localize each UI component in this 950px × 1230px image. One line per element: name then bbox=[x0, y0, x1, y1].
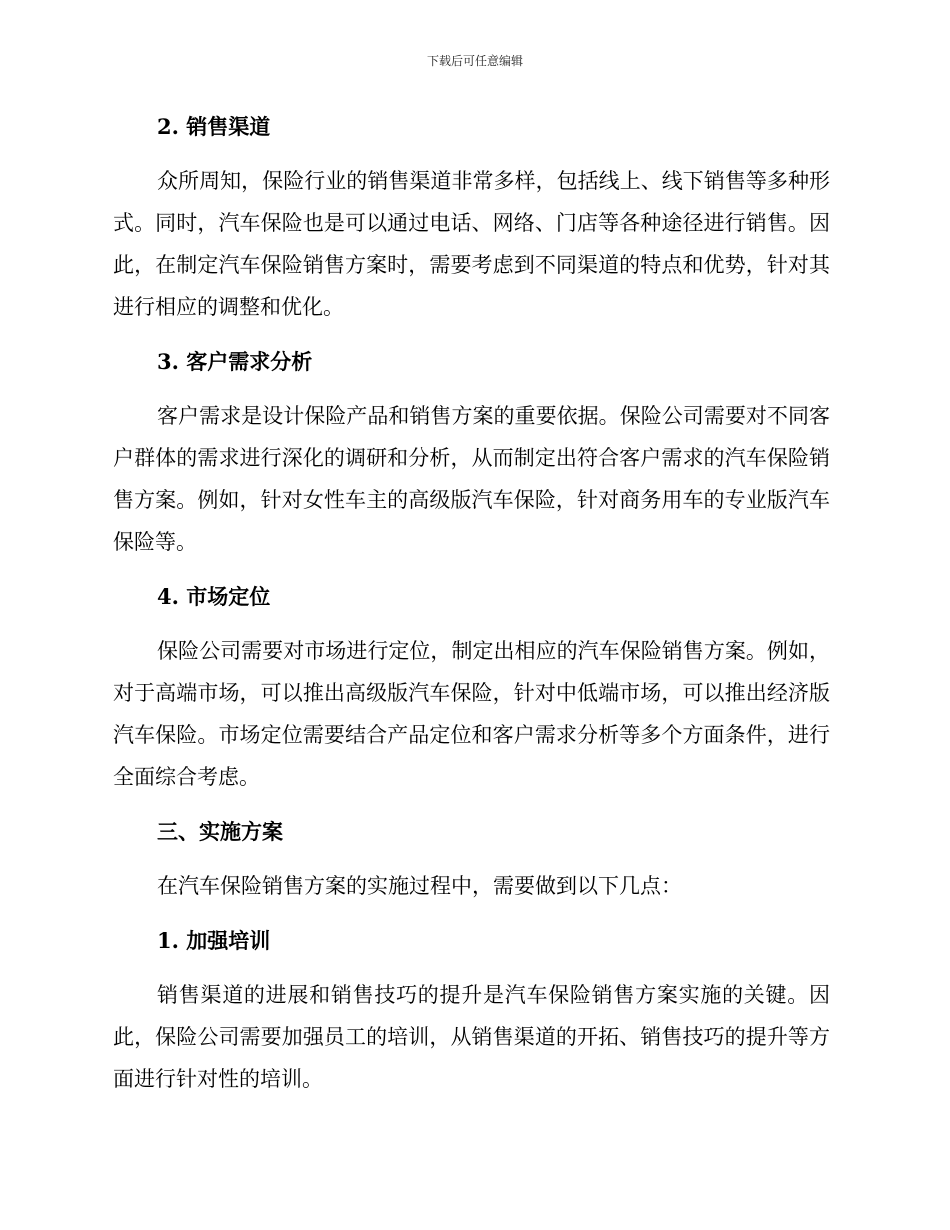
section-heading-training: 1. 加强培训 bbox=[157, 928, 271, 953]
section-heading-customer-needs: 3. 客户需求分析 bbox=[157, 349, 313, 374]
section-heading-sales-channels: 2. 销售渠道 bbox=[157, 114, 271, 139]
paragraph-implementation-intro: 在汽车保险销售方案的实施过程中，需要做到以下几点： bbox=[157, 874, 682, 898]
paragraph-training: 销售渠道的进展和销售技巧的提升是汽车保险销售方案实施的关键。因此，保险公司需要加强员工的培训，从销售渠道的开拓、销售技巧的提升等方面进行针对性的培训。 bbox=[113, 983, 830, 1091]
paragraph-customer-needs: 客户需求是设计保险产品和销售方案的重要依据。保险公司需要对不同客户群体的需求进行深化的调研和分析，从而制定出符合客户需求的汽车保险销售方案。例如，针对女性车主的高级版汽车保险，针对商务用车的专业版汽车保险等。 bbox=[113, 404, 830, 554]
section-heading-market-positioning: 4. 市场定位 bbox=[157, 584, 271, 609]
document-body bbox=[113, 106, 830, 1100]
section-heading-implementation-plan: 三、实施方案 bbox=[157, 819, 283, 844]
page-header: 下载后可任意编辑 bbox=[426, 54, 523, 68]
paragraph-market-positioning: 保险公司需要对市场进行定位，制定出相应的汽车保险销售方案。例如，对于高端市场，可以推出高级版汽车保险，针对中低端市场，可以推出经济版汽车保险。市场定位需要结合产品定位和客户需求分析等多个方面条件，进行全面综合考虑。 bbox=[113, 639, 830, 789]
paragraph-sales-channels: 众所周知，保险行业的销售渠道非常多样，包括线上、线下销售等多种形式。同时，汽车保险也是可以通过电话、网络、门店等各种途径进行销售。因此，在制定汽车保险销售方案时，需要考虑到不同渠道的特点和优势，针对其进行相应的调整和优化。 bbox=[113, 169, 830, 319]
